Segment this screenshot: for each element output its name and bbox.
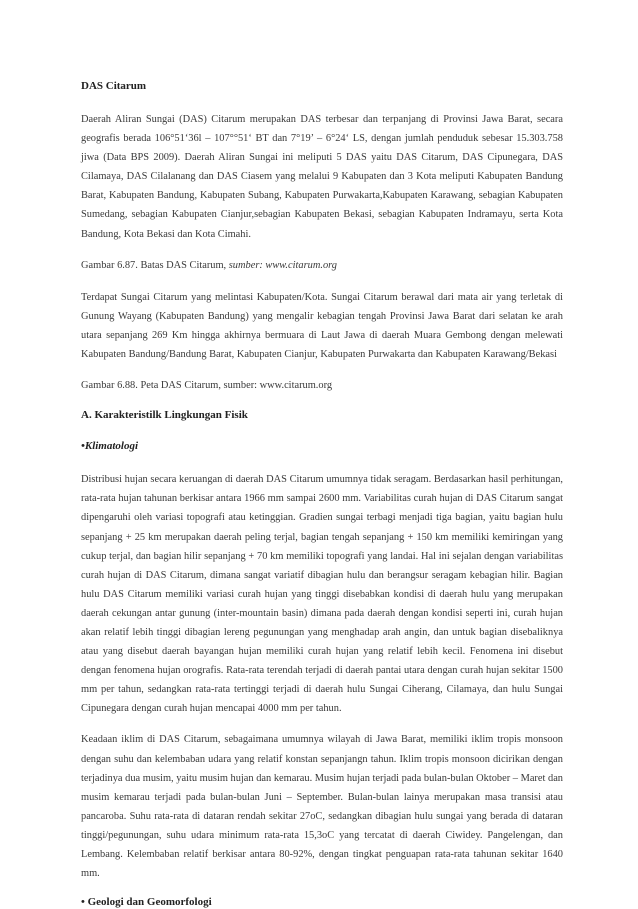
subheading-klimatologi: •Klimatologi bbox=[81, 440, 139, 453]
paragraph-distribusi-hujan: Distribusi hujan secara keruangan di daerah DAS Citarum umumnya tidak seragam. Berdasarkan hasil perhitungan, rata-rata hujan tahunan berkisar antara 1966 mm sampai 2600 mm. Variabilitas curah hujan di DAS Citarum sangat dipengaruhi oleh variasi topografi atau ketinggian. Gradien sungai terbagi menjadi tiga bagian, yaitu bagian hulu sepanjang + 25 km merupakan daerah peling terjal, bagian tengah sepanjang + 150 km memiliki kemiringan yang cukup terjal, dan bagian hilir sepanjang + 70 km memiliki topografi yang landai. Hal ini sejalan dengan variabilitas curah hujan di DAS Citarum, dimana sangat variatif dibagian hulu dan berangsur seragam kebagian hilir. Bagian hulu DAS Citarum memiliki variasi curah hujan yang tinggi disebabkan kondisi di daerah hulu yang merupakan daerah cekungan antar gunung (inter-mountain basin) dimana pada daerah dengan kondisi seperti ini, curah hujan akan relatif lebih tinggi dibagian lereng pegunungan yang menghadap arah angin, dan untuk bagian disebaliknya atau yang disebut daerah bayangan hujan memiliki curah hujan yang relatif lebih kecil. Fenomena ini disebut dengan fenomena hujan orografis. Rata-rata terendah terjadi di daerah pantai utara dengan curah hujan sekitar 1500 mm per tahun, sedangkan rata-rata tertinggi terjadi di daerah hulu Sungai Ciherang, Cilamaya, dan hulu Sungai Cipunegara dengan curah hujan mencapai 4000 mm per tahun. bbox=[81, 474, 563, 715]
paragraph-sungai-citarum: Terdapat Sungai Citarum yang melintasi Kabupaten/Kota. Sungai Citarum berawal dari mata air yang terletak di Gunung Wayang (Kabupaten Bandung) yang mengalir kebagian tengah Provinsi Jawa Barat dari selatan ke arah utara sepanjang 269 Km hingga akhirnya bermuara di Laut Jawa di daerah Muara Gembong dengan melewati Kabupaten Bandung/Bandung Barat, Kabupaten Cianjur, Kabupaten Purwakarta dan Kabupaten Karawang/Bekasi bbox=[81, 291, 563, 361]
figure-caption-6-87 bbox=[81, 256, 563, 275]
caption-source: sumber: www.citarum.org bbox=[228, 259, 338, 271]
figure-caption-6-88: Gambar 6.88. Peta DAS Citarum, sumber: www.citarum.org bbox=[81, 380, 333, 392]
section-heading-lingkungan-fisik: A. Karakteristilk Lingkungan Fisik bbox=[81, 409, 248, 422]
paragraph-keadaan-iklim: Keadaan iklim di DAS Citarum, sebagaimana umumnya wilayah di Jawa Barat, memiliki iklim tropis monsoon dengan suhu dan kelembaban udara yang relatif konstan sepanjangn tahun. Iklim tropis monsoon dicirikan dengan terjadinya dua musim, yaitu musim hujan dan kemarau. Musim hujan terjadi pada bulan-bulan Oktober – Maret dan musim kemarau terjadi pada bulan-bulan Juni – September. Bulan-bulan lainya merupakan masa transisi atau pancaroba. Suhu rata-rata di dataran rendah sekitar 27oC, sedangkan dibagian hulu sungai yang berada di dataran tinggi/pegunungan, suhu udara minimum rata-rata 15,3oC yang tercatat di daerah Ciwidey. Pangelengan, dan Lembang. Kelembaban relatif berkisar antara 80-92%, dengan tingkat penguapan rata-rata tahunan sekitar 1640 mm. bbox=[81, 734, 563, 880]
document-title: DAS Citarum bbox=[81, 80, 147, 92]
subheading-geologi: • Geologi dan Geomorfologi bbox=[81, 896, 212, 909]
caption-text: Gambar 6.87. Batas DAS Citarum, bbox=[81, 259, 229, 271]
paragraph-das-overview: Daerah Aliran Sungai (DAS) Citarum merupakan DAS terbesar dan terpanjang di Provinsi Jawa Barat, secara geografis berada 106°51‘36l – 107°°51‘ BT dan 7°19’ – 6°24‘ LS, dengan jumlah penduduk sebesar 15.303.758 jiwa (Data BPS 2009). Daerah Aliran Sungai ini meliputi 5 DAS yaitu DAS Citarum, DAS Cipunegara, DAS Cilamaya, DAS Cilalanang dan DAS Ciasem yang melalui 9 Kabupaten dan 3 Kota meliputi Kabupaten Bandung Barat, Kabupaten Bandung, Kabupaten Subang, Kabupaten Purwakarta,Kabupaten Karawang, sebagian Kabupaten Sumedang, sebagian Kabupaten Cianjur,sebagian Kabupaten Bekasi, sebagian Kabupaten Indramayu, serta Kota Bandung, Kota Bekasi dan Kota Cimahi. bbox=[81, 114, 563, 240]
